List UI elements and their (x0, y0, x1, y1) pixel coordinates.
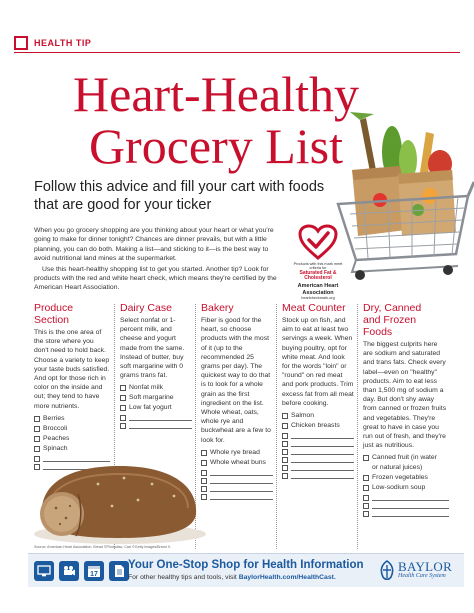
column-divider (357, 304, 358, 549)
produce-item-berries[interactable] (34, 414, 110, 424)
health-tip-text: HEALTH TIP (34, 38, 92, 48)
item-label: Nonfat milk (129, 384, 163, 392)
dry-item-canned-fruit-continued (363, 463, 449, 473)
dry-title-line-3: Foods (363, 326, 393, 338)
footer-subtext (128, 574, 336, 581)
dry-blank-item[interactable] (363, 509, 449, 517)
write-in-line[interactable] (291, 455, 354, 463)
dry-blank-item[interactable] (363, 493, 449, 501)
baylor-logo[interactable] (378, 558, 460, 584)
checkbox[interactable] (120, 405, 126, 411)
item-label: Chicken breasts (291, 422, 340, 430)
write-in-line[interactable] (210, 484, 273, 492)
write-in-line[interactable] (129, 413, 192, 421)
title-line-1: Heart-Healthy (73, 66, 359, 122)
meat-blank-item[interactable] (282, 471, 354, 479)
write-in-line[interactable] (372, 501, 449, 509)
intro-paragraph-2: Use this heart-healthy shopping list to get you started. Another tip? Look for products with the red and white heart check, which means they're certified by the American Heart Association. (34, 265, 277, 292)
baylor-emblem-icon (378, 559, 396, 583)
checkbox[interactable] (34, 436, 40, 442)
checkbox[interactable] (363, 495, 369, 501)
footer-link[interactable]: BaylorHealth.com/HealthCast. (238, 574, 336, 581)
produce-item-peaches[interactable] (34, 434, 110, 444)
checkbox[interactable] (34, 426, 40, 432)
intro-text (34, 226, 280, 294)
item-label: Whole rye bread (210, 448, 260, 456)
badge-criteria-2: Cholesterol (304, 275, 332, 282)
heart-check-badge (292, 224, 344, 300)
checkbox[interactable] (34, 416, 40, 422)
column-divider (276, 304, 277, 549)
dairy-item-soft-margarine[interactable] (120, 393, 192, 403)
write-in-line[interactable] (291, 439, 354, 447)
dry-title (363, 302, 449, 338)
footer-icons (34, 561, 129, 581)
dairy-blank-item[interactable] (120, 413, 192, 421)
produce-title-line-1: Produce (34, 302, 74, 314)
meat-item-salmon[interactable] (282, 411, 354, 421)
footer-sub-prefix: For other healthy tips and tools, visit (128, 574, 237, 581)
badge-criteria-1: Saturated Fat & (299, 269, 337, 276)
item-label: Soft margarine (129, 394, 174, 402)
item-label: Whole wheat buns (210, 458, 266, 466)
checkbox[interactable] (363, 503, 369, 509)
checkbox[interactable] (282, 441, 288, 447)
write-in-line[interactable] (291, 463, 354, 471)
header-rule (14, 52, 460, 53)
item-label: Low-sodium soup (372, 484, 426, 492)
checkbox[interactable] (282, 433, 288, 439)
checkbox[interactable] (282, 473, 288, 479)
produce-item-broccoli[interactable] (34, 424, 110, 434)
item-label: or natural juices) (372, 464, 423, 472)
checkbox[interactable] (282, 413, 288, 419)
computer-icon[interactable] (34, 561, 54, 581)
badge-org-line-2: Association (302, 289, 334, 296)
checkbox[interactable] (363, 511, 369, 517)
tip-square-icon (14, 36, 28, 50)
meat-blank-item[interactable] (282, 439, 354, 447)
meat-blank-item[interactable] (282, 431, 354, 439)
badge-org-line-1: American Heart (297, 282, 339, 289)
bakery-item-whole-wheat-buns[interactable] (201, 458, 273, 468)
page-subtitle: Follow this advice and fill your cart with foods that are good for your ticker (34, 179, 325, 213)
item-label: Low fat yogurt (129, 404, 172, 412)
dairy-title: Dairy Case (120, 302, 172, 314)
write-in-line[interactable] (210, 492, 273, 500)
meat-blank-item[interactable] (282, 463, 354, 471)
item-label: Berries (43, 414, 65, 422)
write-in-line[interactable] (129, 421, 192, 429)
document-icon[interactable] (109, 561, 129, 581)
write-in-line[interactable] (210, 468, 273, 476)
dry-canned-frozen-column (363, 302, 449, 517)
badge-url: heartcheckmark.org (301, 295, 335, 300)
dry-title-line-2: and Frozen (363, 314, 417, 326)
item-label: Salmon (291, 412, 315, 420)
item-label: Peaches (43, 434, 70, 442)
dairy-item-nonfat-milk[interactable] (120, 383, 192, 393)
meat-column (282, 302, 354, 479)
footer-title: Your One-Stop Shop for Health Information (128, 559, 364, 571)
bakery-column (201, 302, 273, 500)
baylor-logo-name: BAYLOR (398, 559, 453, 574)
meat-blank-item[interactable] (282, 447, 354, 455)
checkbox[interactable] (282, 449, 288, 455)
badge-criteria-text: Products with this mark meet criteria for (293, 262, 343, 271)
item-label: Spinach (43, 444, 68, 452)
bakery-blank-item[interactable] (201, 468, 273, 476)
video-camera-icon[interactable] (59, 561, 79, 581)
item-label: Frozen vegetables (372, 474, 428, 482)
checkbox[interactable] (120, 415, 126, 421)
checkbox[interactable] (282, 465, 288, 471)
calendar-day: 17 (90, 571, 98, 578)
bakery-item-whole-rye-bread[interactable] (201, 448, 273, 458)
produce-title-line-2: Section (34, 314, 70, 326)
write-in-line[interactable] (372, 509, 449, 517)
baylor-logo-sub: Health Care System (398, 573, 446, 579)
write-in-line[interactable] (291, 447, 354, 455)
checkbox[interactable] (363, 485, 369, 491)
bakery-text: Fiber is good for the heart, so choose products with the most of it (up to the recommended 25 grams per day). The quickest way to do that is to look for a whole grain as the first ingredient on the list. Whole wheat, oats, whole rye and buckwheat are a few to look for. (201, 317, 271, 444)
dry-item-low-sodium-soup[interactable] (363, 483, 449, 493)
bakery-blank-item[interactable] (201, 484, 273, 492)
write-in-line[interactable] (291, 471, 354, 479)
grocery-cart-image (330, 112, 474, 282)
bakery-title: Bakery (201, 302, 234, 314)
checkbox[interactable] (282, 423, 288, 429)
dry-title-line-1: Dry, Canned (363, 302, 422, 314)
footer-banner (28, 553, 464, 587)
image-source-credit: Source: American Heart Association. Bread ©Photodisc; Cart ©Getty Images/Brand X. (34, 545, 172, 549)
produce-text: This is the one area of the store where you don't need to hold back. Choose a variety to keep your taste buds satisfied. And opt for those rich in color on the inside and out; they tend to have more nutrients. (34, 329, 110, 410)
checkbox[interactable] (120, 423, 126, 429)
checkbox[interactable] (282, 457, 288, 463)
dry-item-frozen-vegetables[interactable] (363, 473, 449, 483)
health-tip-label (14, 34, 91, 52)
dairy-blank-item[interactable] (120, 421, 192, 429)
meat-item-chicken-breasts[interactable] (282, 421, 354, 431)
meat-text: Stock up on fish, and aim to eat at least two servings a week. When buying poultry, opt for white meat. And look for the words "loin" or "round" on red meat and pork products. Trim excess fat from all meat before cooking. (282, 317, 354, 407)
dry-text: The biggest culprits here are sodium and saturated and trans fats. Check every label—even on "healthy" products. Aim to eat less than 1,500 mg of sodium a day. But don't shy away from canned or frozen fruits and vegetables. They're great to have in case you run out of fresh, and they're just as nutritious. (363, 341, 447, 450)
meat-blank-item[interactable] (282, 455, 354, 463)
dairy-item-low-fat-yogurt[interactable] (120, 403, 192, 413)
write-in-line[interactable] (210, 476, 273, 484)
title-line-2: Grocery List (88, 118, 344, 174)
write-in-line[interactable] (291, 431, 354, 439)
write-in-line[interactable] (372, 493, 449, 501)
dairy-text: Select nonfat or 1-percent milk, and cheese and yogurt made from the same. Instead of butter, buy soft margarine with 0 grams trans fat. (120, 317, 185, 380)
dairy-column (120, 302, 192, 429)
item-label: Broccoli (43, 424, 68, 432)
checkbox[interactable] (363, 475, 369, 481)
bread-image (28, 444, 208, 546)
heart-check-icon (298, 224, 338, 260)
calendar-icon[interactable] (84, 561, 104, 581)
meat-title: Meat Counter (282, 302, 346, 314)
dry-blank-item[interactable] (363, 501, 449, 509)
bakery-blank-item[interactable] (201, 476, 273, 484)
checkbox[interactable] (363, 455, 369, 461)
produce-title (34, 302, 110, 326)
checkbox[interactable] (120, 395, 126, 401)
intro-paragraph-1: When you go grocery shopping are you thinking about your heart or what you're going to make for dinner tonight? Chances are dinner prevails, but with a little planning, you can do both. Making a list—and sticking to it—is the best way to avoid nutritional land mines at the supermarket. (34, 227, 274, 263)
dry-item-canned-fruit[interactable] (363, 453, 449, 463)
checkbox[interactable] (120, 385, 126, 391)
bakery-blank-item[interactable] (201, 492, 273, 500)
item-label: Canned fruit (in water (372, 454, 437, 462)
